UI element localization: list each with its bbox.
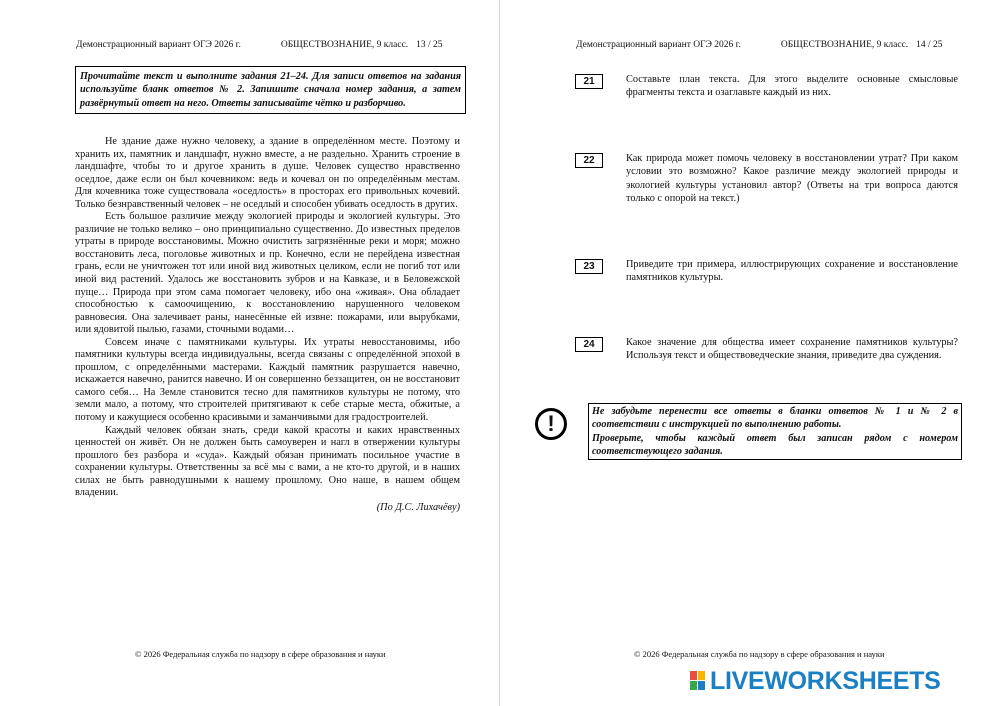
- question-number: 22: [575, 153, 603, 168]
- text-author: (По Д.С. Лихачёву): [376, 501, 460, 513]
- reading-text: [75, 136, 460, 514]
- question-text: Приведите три примера, иллюстрирующих сохранение и восстановление памятников культуры.: [626, 259, 958, 284]
- question-number: 23: [575, 259, 603, 274]
- notice-line: Не забудьте перенести все ответы в бланки ответов № 1 и № 2 в соответствии с инструкцией по выполнению работы.: [592, 406, 958, 431]
- question-number: 24: [575, 337, 603, 352]
- question-number: 21: [575, 74, 603, 89]
- page-header: [576, 40, 943, 50]
- notice-box: [588, 403, 962, 460]
- question-text: Как природа может помочь человеку в восстановлении утрат? При каком условии это возможно? Какое различие между экологией природы и экологией культуры установил автор? (Ответы на три вопроса даются только с опорой на текст.): [626, 153, 958, 204]
- liveworksheets-logo[interactable]: [690, 669, 941, 693]
- page-header: [76, 40, 443, 50]
- header-subject: ОБЩЕСТВОЗНАНИЕ, 9 класс.: [280, 40, 409, 50]
- page-footer: © 2026 Федеральная служба по надзору в сфере образования и науки: [634, 649, 885, 659]
- page-number: 14 / 25: [916, 40, 943, 50]
- header-title: Демонстрационный вариант ОГЭ 2026 г.: [76, 40, 241, 50]
- header-title: Демонстрационный вариант ОГЭ 2026 г.: [576, 40, 741, 50]
- page-footer: © 2026 Федеральная служба по надзору в сфере образования и науки: [135, 649, 386, 659]
- exclamation-icon: !: [535, 408, 567, 440]
- question-text: Составьте план текста. Для этого выделите основные смысловые фрагменты текста и озаглавьте каждый из них.: [626, 74, 958, 99]
- page-right: [500, 0, 999, 706]
- question-text: Какое значение для общества имеет сохранение памятников культуры? Используя текст и обществоведческие знания, приведите два суждения.: [626, 337, 958, 362]
- logo-text: LIVEWORKSHEETS: [710, 667, 941, 695]
- header-subject: ОБЩЕСТВОЗНАНИЕ, 9 класс.: [780, 40, 909, 50]
- logo-cube-icon: [690, 671, 707, 691]
- text-paragraph: Не здание даже нужно человеку, а здание в определённом месте. Поэтому и хранить их, памятник и ландшафт, нужно вместе, а не раздельно. Хранить строение в ландшафте, чтобы то и другое хранить в душе. Человек существо нравственно оседлое, даже если он был кочевником: ведь и кочевал он по определённым местам. Для кочевника тоже существовала «оседлость» в просторах его привольных кочевий. Только безнравственный человек – не оседлый и способен убивать оседлость в других.: [75, 136, 460, 210]
- page-number: 13 / 25: [416, 40, 443, 50]
- text-paragraph: Совсем иначе с памятниками культуры. Их утраты невосстановимы, ибо памятники культуры всегда индивидуальны, всегда связаны с определённой эпохой в прошлом, с определёнными мастерами. Каждый памятник разрушается навечно, искажается навечно, ранится навечно. И он совершенно беззащитен, он не восстановит самого себя… На Земле становится тесно для памятников культуры не потому, что земли мало, а потому, что строителей притягивают к себе старые места, обжитые, а потому и кажущиеся особенно красивыми и заманчивыми для градостроителей.: [75, 336, 460, 424]
- instruction-box: Прочитайте текст и выполните задания 21–24. Для записи ответов на задания используйте бланк ответов № 2. Запишите сначала номер задания, а затем развёрнутый ответ на него. Ответы записывайте чётко и разборчиво.: [75, 66, 466, 114]
- notice-line: Проверьте, чтобы каждый ответ был записан рядом с номером соответствующего задания.: [592, 432, 958, 457]
- text-paragraph: Есть большое различие между экологией природы и экологией культуры. Это различие не только велико – оно принципиально существенно. До известных пределов утраты в природе восстановимы. Можно очистить загрязнённые реки и моря; можно восстановить леса, поголовье животных и пр. Конечно, если не перейдена известная грань, если не уничтожен тот или иной вид животных целиком, если не погиб тот или иной вид растений. Удалось же восстановить зубров и на Кавказе, и в Беловежской пуще… Природа при этом сама помогает человеку, ибо она «живая». Она обладает способностью к самоочищению, к восстановлению нарушенного человеком равновесия. Она залечивает раны, нанесённые ей извне: пожарами, или вырубками, или ядовитой пылью, газами, сточными водами…: [75, 211, 460, 336]
- text-paragraph: Каждый человек обязан знать, среди какой красоты и каких нравственных ценностей он живёт. Он не должен быть самоуверен и нагл в отвержении культуры прошлого без разбора и «суда». Каждый обязан принимать посильное участие в сохранении культуры. Ответственны за всё мы с вами, а не кто-то другой, и в наших силах не быть равнодушными к нашему прошлому. Оно наше, в нашем общем владении.: [75, 424, 460, 499]
